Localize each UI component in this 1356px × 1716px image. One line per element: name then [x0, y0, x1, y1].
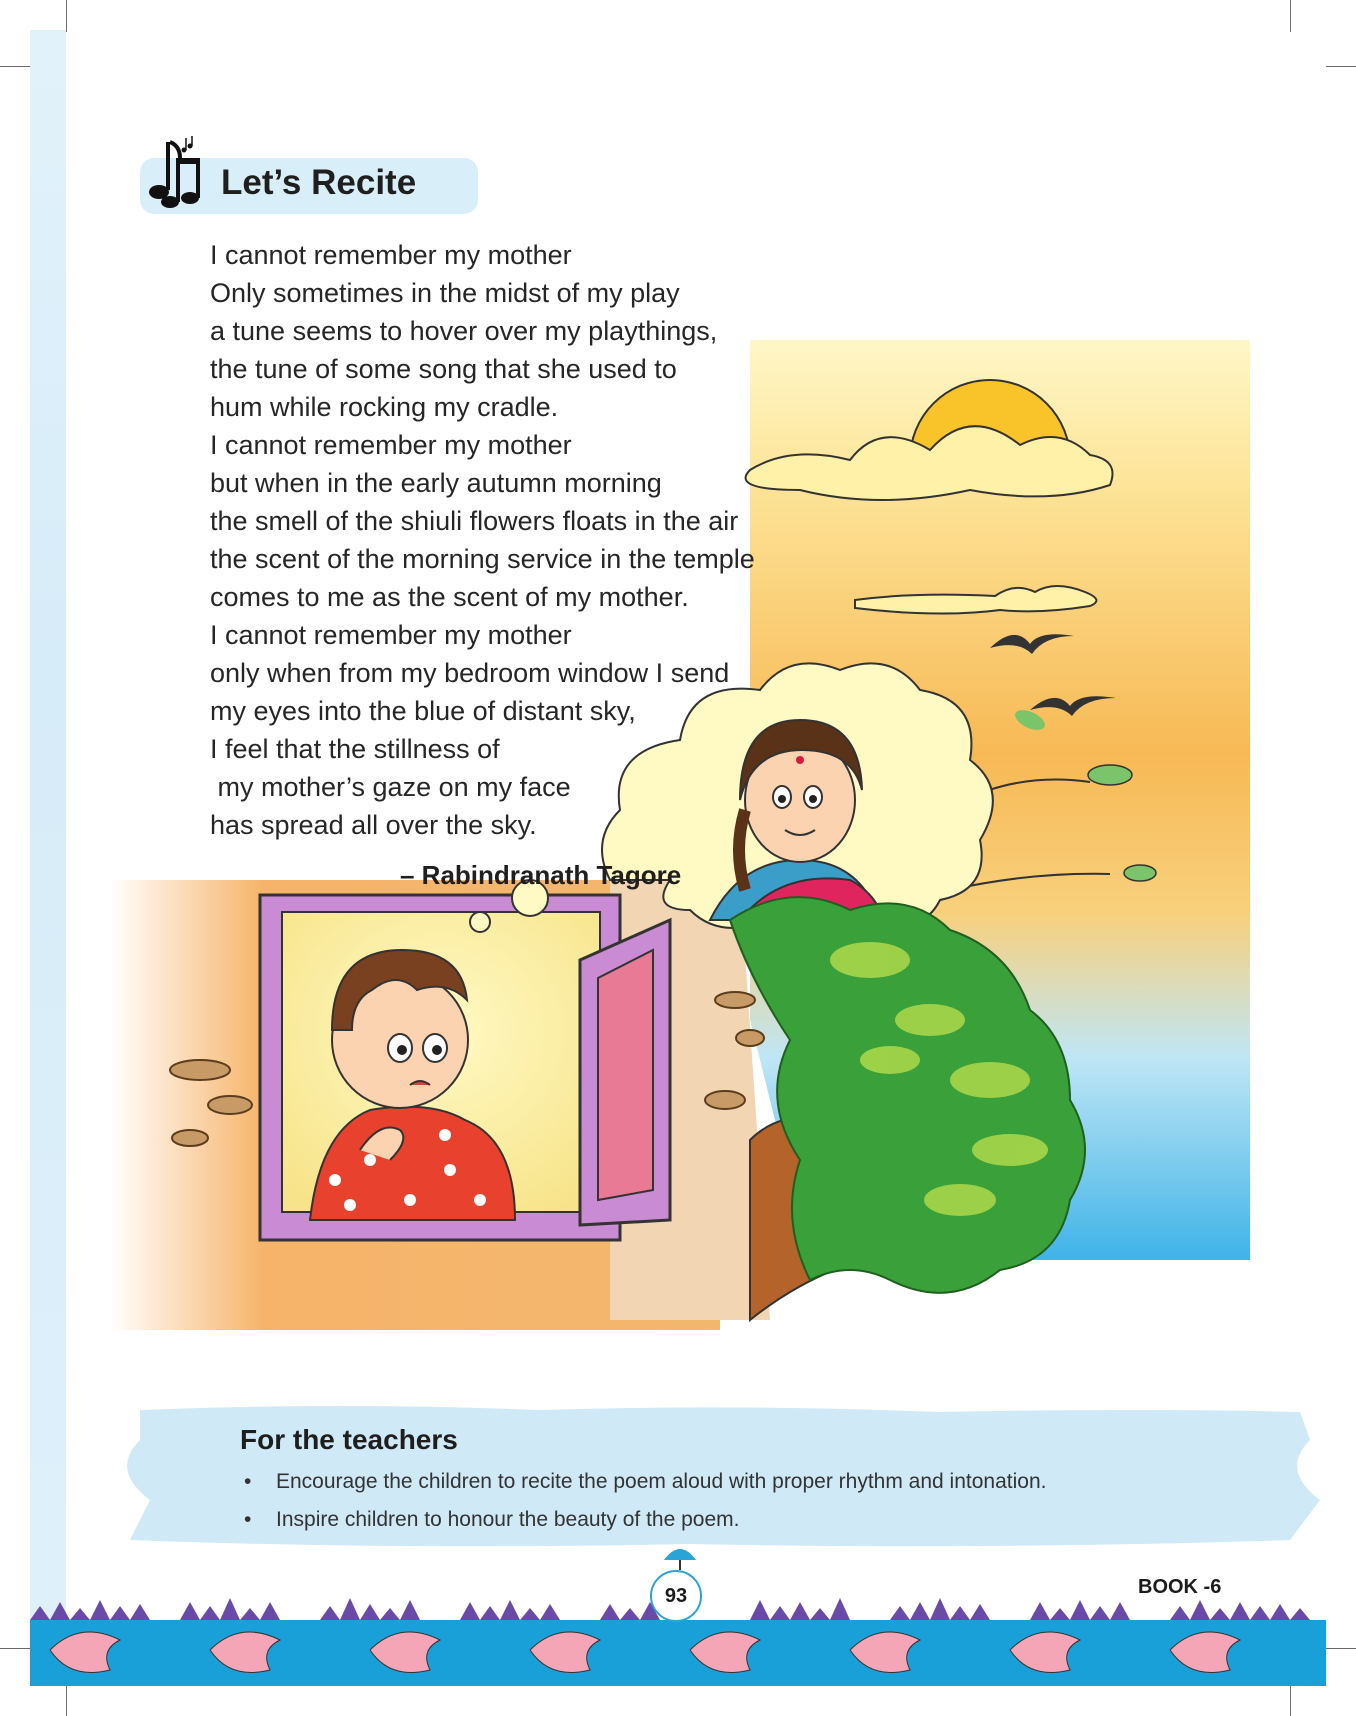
teachers-title: For the teachers: [240, 1424, 458, 1455]
bullet-dot: •: [244, 1508, 252, 1531]
poem-line: only when from my bedroom window I send: [210, 658, 730, 688]
poem-line: the scent of the morning service in the temple: [210, 544, 755, 574]
poem-line: I cannot remember my mother: [210, 620, 572, 650]
poem-line: I feel that the stillness of: [210, 734, 500, 764]
poem-line: my eyes into the blue of distant sky,: [210, 696, 636, 726]
leaf: [1088, 765, 1132, 785]
poem-line: the tune of some song that she used to: [210, 354, 677, 384]
left-margin-band: [30, 30, 66, 1630]
leaf: [1124, 865, 1156, 881]
poem-line: hum while rocking my cradle.: [210, 392, 559, 422]
poem-line: but when in the early autumn morning: [210, 468, 662, 498]
teacher-bullet: Inspire children to honour the beauty of the poem.: [276, 1508, 740, 1531]
poem-line: I cannot remember my mother: [210, 240, 572, 270]
poem-line: comes to me as the scent of my mother.: [210, 582, 689, 612]
bullet-dot: •: [244, 1470, 252, 1493]
page-number: 93: [650, 1570, 702, 1622]
poem-text: [210, 236, 850, 844]
music-notes-icon: [146, 134, 206, 210]
section-title: Let’s Recite: [221, 163, 417, 202]
poem-line: my mother’s gaze on my face: [210, 772, 571, 802]
teacher-bullet: Encourage the children to recite the poem aloud with proper rhythm and intonation.: [276, 1470, 1047, 1493]
poem-line: has spread all over the sky.: [210, 810, 537, 840]
book-label: BOOK -6: [1138, 1576, 1222, 1598]
thought-bubble-small: [470, 912, 490, 932]
poem-line: Only sometimes in the midst of my play: [210, 278, 680, 308]
poem-line: a tune seems to hover over my playthings,: [210, 316, 718, 346]
poem-line: the smell of the shiuli flowers floats in the air: [210, 506, 739, 536]
umbrella-icon: [662, 1544, 698, 1572]
poem-author: – Rabindranath Tagore: [400, 860, 682, 890]
poem-line: I cannot remember my mother: [210, 430, 572, 460]
